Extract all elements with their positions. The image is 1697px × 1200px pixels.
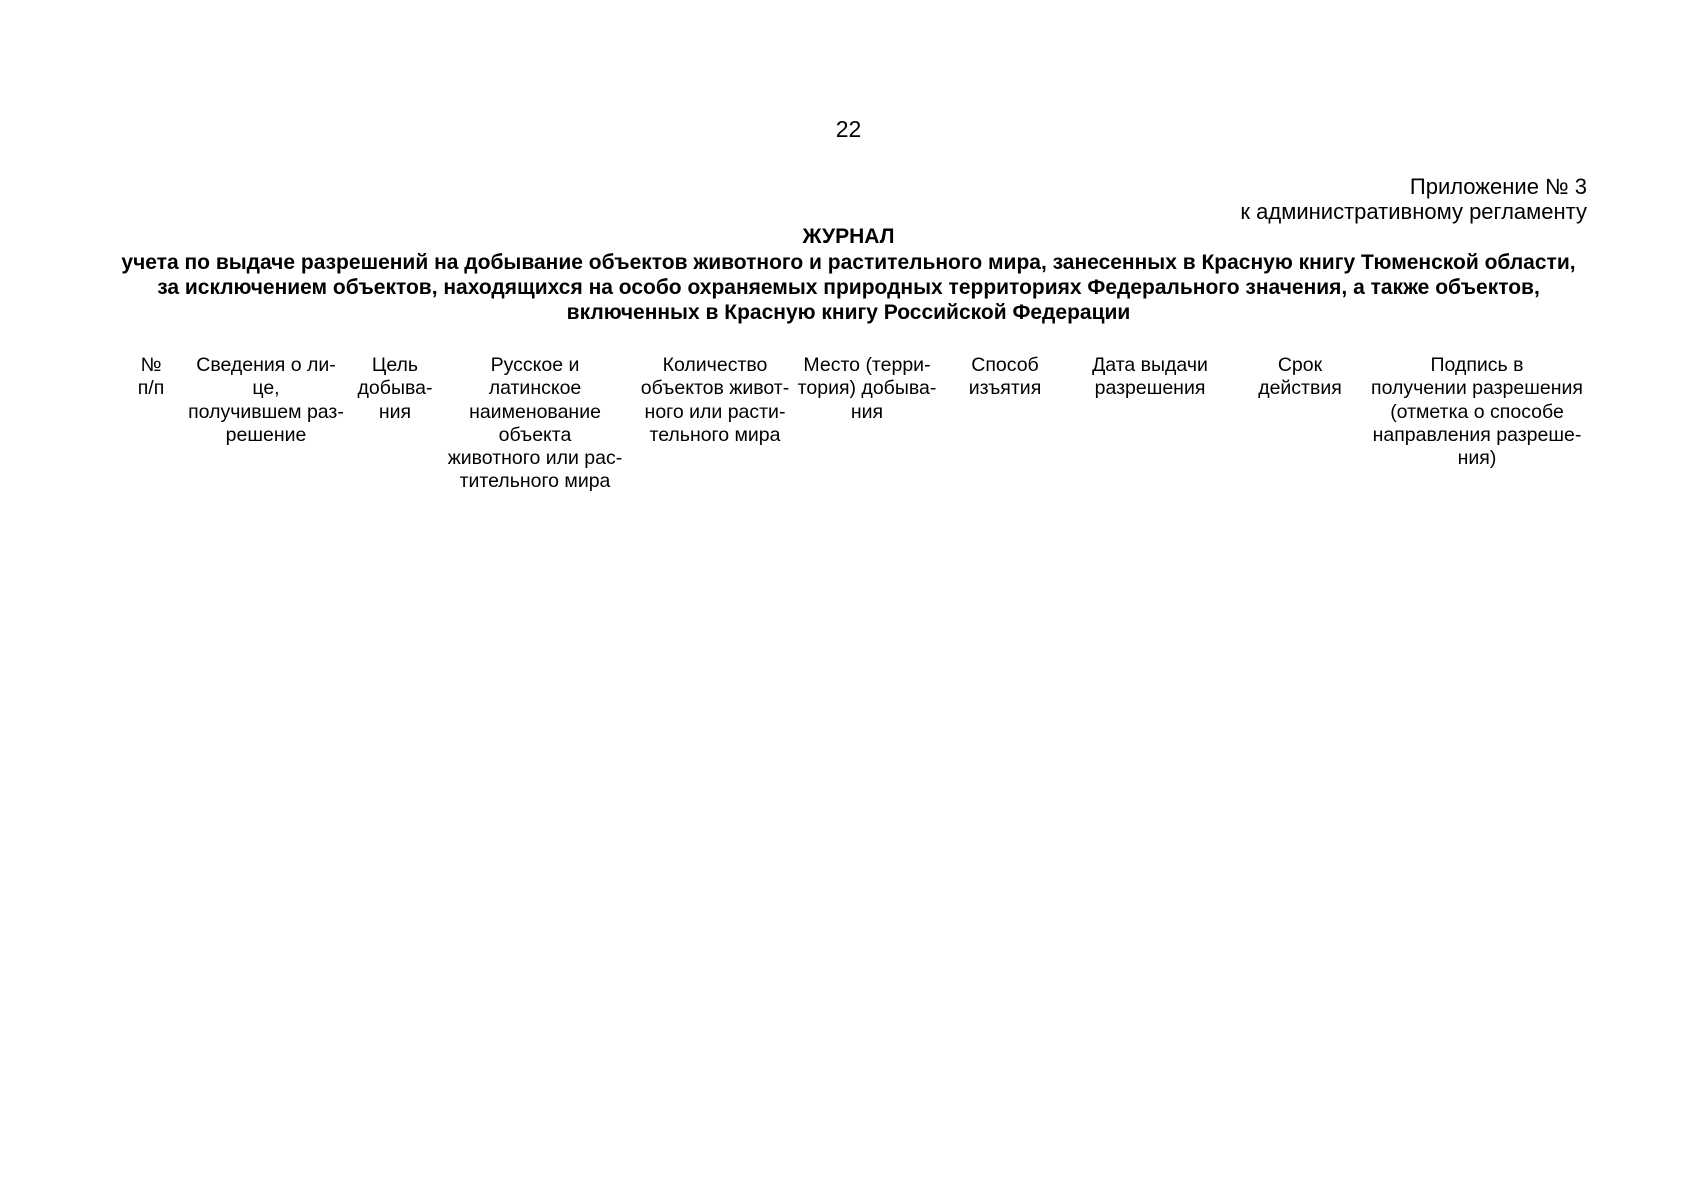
column-header-object-name: Русское и латинское наименование объекта животного или рас- тительного мира	[447, 354, 623, 493]
appendix-note	[1240, 174, 1587, 224]
column-header-number: № п/п	[137, 354, 165, 400]
journal-title: ЖУРНАЛ	[802, 225, 895, 248]
column-header-recipient: Сведения о ли- це, получившем раз- решение	[188, 354, 344, 446]
page-number: 22	[835, 116, 862, 142]
column-header-place: Место (терри- тория) добыва- ния	[797, 354, 937, 423]
column-header-method: Способ изъятия	[968, 354, 1042, 400]
appendix-line-1: Приложение № 3	[1409, 174, 1587, 199]
journal-subtitle: учета по выдаче разрешений на добывание объектов животного и растительного мира, занесенных в Красную книгу Тюменской области, за исключением объектов, находящихся на особо охраняемых природных территориях Федерального значения, а также объектов, включенных в Красную книгу Российской Федерации	[121, 251, 1576, 324]
column-header-validity: Срок действия	[1258, 354, 1342, 400]
journal-table-header	[0, 354, 1697, 504]
column-header-quantity: Количество объектов живот- ного или расти- тельного мира	[640, 354, 790, 446]
appendix-line-2: к административному регламенту	[1240, 199, 1587, 224]
column-header-signature: Подпись в получении разрешения (отметка о способе направления разреше- ния)	[1371, 354, 1583, 470]
column-header-purpose: Цель добыва- ния	[357, 354, 433, 423]
column-header-issue-date: Дата выдачи разрешения	[1092, 354, 1208, 400]
